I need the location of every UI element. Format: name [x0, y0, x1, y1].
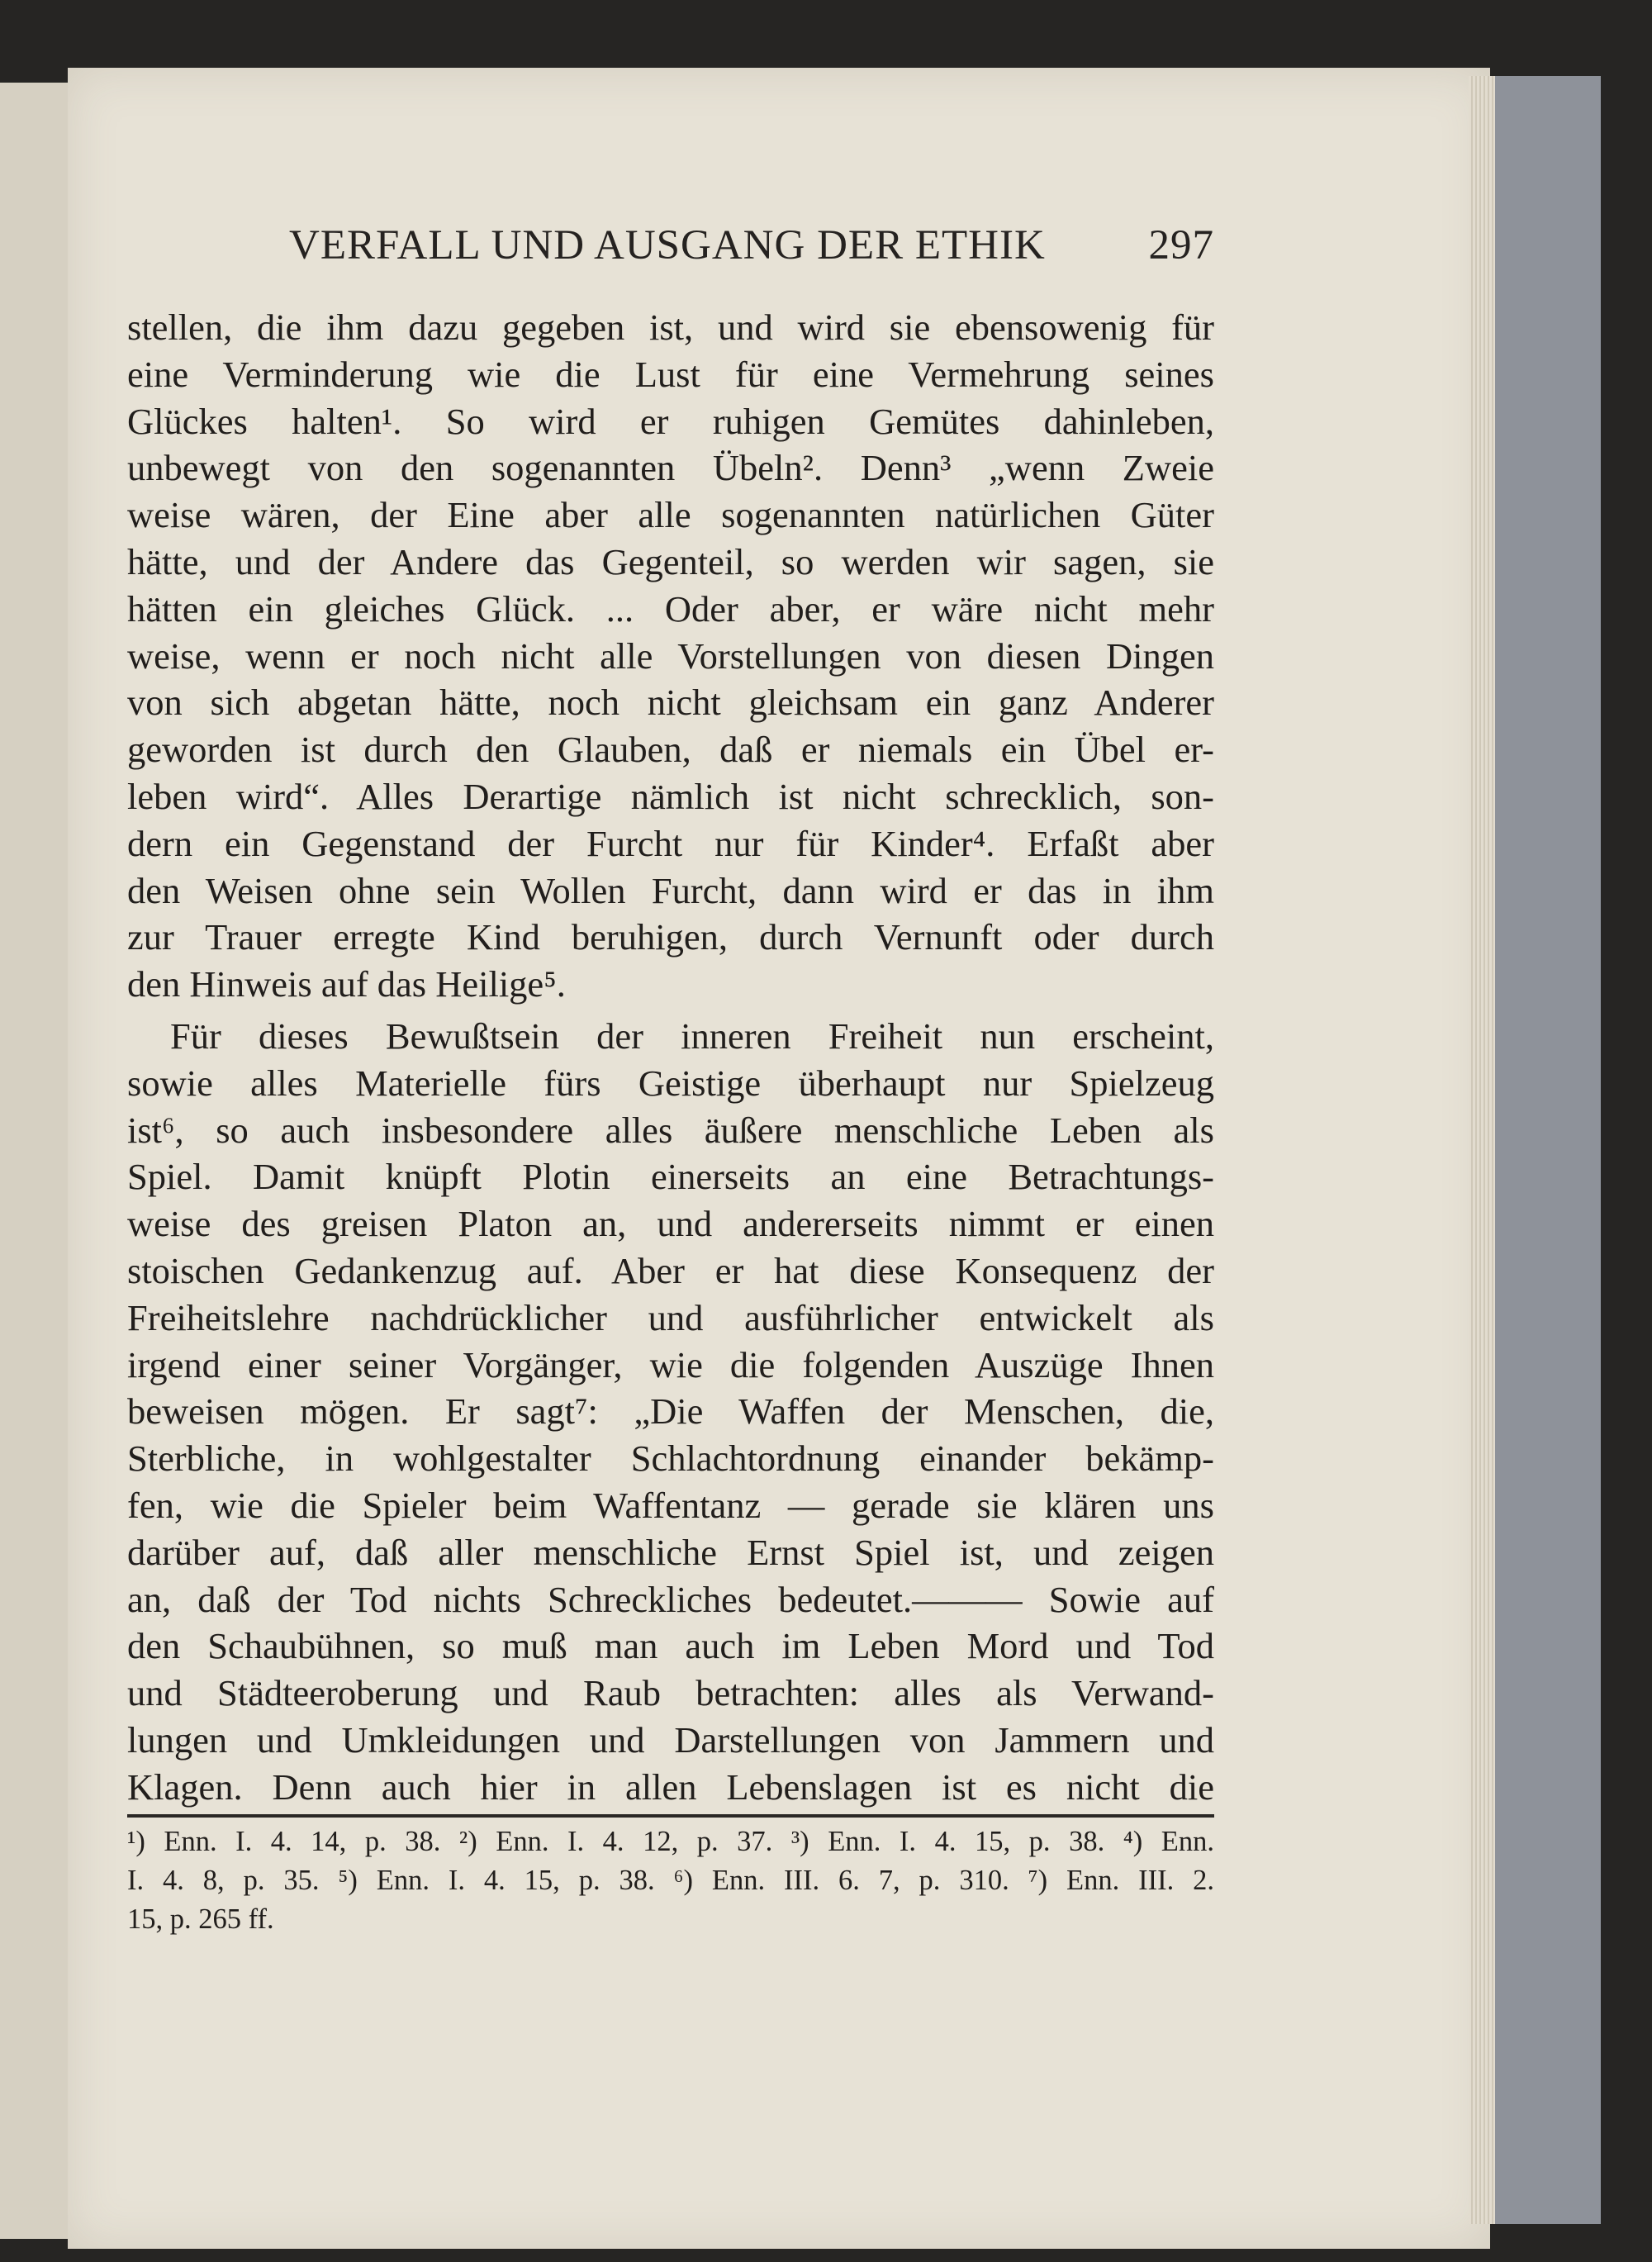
book-cover-edge: [1477, 76, 1601, 2224]
footnote-line: I. 4. 8, p. 35. ⁵) Enn. I. 4. 15, p. 38. ⁶) Enn. III. 6. 7, p. 310. ⁷) Enn. III. 2.: [127, 1865, 1214, 1896]
text-line: ist⁶, so auch insbesondere alles äußere menschliche Leben als: [127, 1109, 1214, 1151]
text-line: den Schaubühnen, so muß man auch im Leben Mord und Tod: [127, 1625, 1214, 1667]
facing-page-edge: [0, 83, 68, 2239]
page-number: 297: [1148, 222, 1214, 268]
text-line: hätte, und der Andere das Gegenteil, so werden wir sagen, sie: [127, 540, 1214, 582]
text-line: fen, wie die Spieler beim Waffentanz — gerade sie klären uns: [127, 1484, 1214, 1526]
text-line: weise wären, der Eine aber alle sogenannten natürlichen Güter: [127, 494, 1214, 536]
footnote-line: ¹) Enn. I. 4. 14, p. 38. ²) Enn. I. 4. 12, p. 37. ³) Enn. I. 4. 15, p. 38. ⁴) Enn.: [127, 1826, 1214, 1857]
text-line: Für dieses Bewußtsein der inneren Freiheit nun erscheint,: [170, 1015, 1214, 1057]
paragraph: [127, 1013, 1214, 1811]
text-line: lungen und Umkleidungen und Darstellungen von Jammern und: [127, 1718, 1214, 1761]
text-line: Glückes halten¹. So wird er ruhigen Gemütes dahinleben,: [127, 400, 1214, 442]
text-line: eine Verminderung wie die Lust für eine Vermehrung seines: [127, 353, 1214, 395]
page-header: [289, 221, 1214, 279]
text-line: an, daß der Tod nichts Schreckliches bedeutet.——— Sowie auf: [127, 1578, 1214, 1620]
text-line: Sterbliche, in wohlgestalter Schlachtordnung einander bekämp-: [127, 1438, 1214, 1480]
text-line: dern ein Gegenstand der Furcht nur für Kinder⁴. Erfaßt aber: [127, 822, 1214, 864]
text-line: beweisen mögen. Er sagt⁷: „Die Waffen der Menschen, die,: [127, 1390, 1214, 1433]
text-line: stoischen Gedankenzug auf. Aber er hat diese Konsequenz der: [127, 1249, 1214, 1291]
body-text: [127, 304, 1214, 1811]
footnotes: [127, 1822, 1214, 1939]
text-line: von sich abgetan hätte, noch nicht gleichsam ein ganz Anderer: [127, 682, 1214, 724]
text-line: irgend einer seiner Vorgänger, wie die folgenden Auszüge Ihnen: [127, 1343, 1214, 1385]
page-stack-edges: [1469, 76, 1495, 2224]
text-line: weise des greisen Platon an, und andererseits nimmt er einen: [127, 1203, 1214, 1245]
text-line: weise, wenn er noch nicht alle Vorstellungen von diesen Dingen: [127, 634, 1214, 677]
text-line: darüber auf, daß aller menschliche Ernst Spiel ist, und zeigen: [127, 1531, 1214, 1573]
footnote-line: 15, p. 265 ff.: [127, 1903, 274, 1935]
text-line: den Weisen ohne sein Wollen Furcht, dann wird er das in ihm: [127, 869, 1214, 911]
footnote-rule: [127, 1814, 1214, 1818]
paragraph: [127, 304, 1214, 1008]
text-line: leben wird“. Alles Derartige nämlich ist nicht schrecklich, son-: [127, 775, 1214, 817]
text-line: Spiel. Damit knüpft Plotin einerseits an eine Betrachtungs-: [127, 1156, 1214, 1198]
text-line: hätten ein gleiches Glück. ... Oder aber, er wäre nicht mehr: [127, 587, 1214, 630]
text-line: geworden ist durch den Glauben, daß er niemals ein Übel er-: [127, 729, 1214, 771]
text-line: unbewegt von den sogenannten Übeln². Denn³ „wenn Zweie: [127, 447, 1214, 489]
text-line: Freiheitslehre nachdrücklicher und ausführlicher entwickelt als: [127, 1296, 1214, 1338]
text-line: zur Trauer erregte Kind beruhigen, durch Vernunft oder durch: [127, 916, 1214, 958]
running-head: VERFALL UND AUSGANG DER ETHIK: [289, 222, 1046, 268]
text-line: und Städteeroberung und Raub betrachten: alles als Verwand-: [127, 1672, 1214, 1714]
text-line: den Hinweis auf das Heilige⁵.: [127, 963, 566, 1005]
text-line: Klagen. Denn auch hier in allen Lebenslagen ist es nicht die: [127, 1765, 1214, 1808]
text-line: sowie alles Materielle fürs Geistige überhaupt nur Spielzeug: [127, 1062, 1214, 1104]
text-line: stellen, die ihm dazu gegeben ist, und wird sie ebensowenig für: [127, 307, 1214, 348]
